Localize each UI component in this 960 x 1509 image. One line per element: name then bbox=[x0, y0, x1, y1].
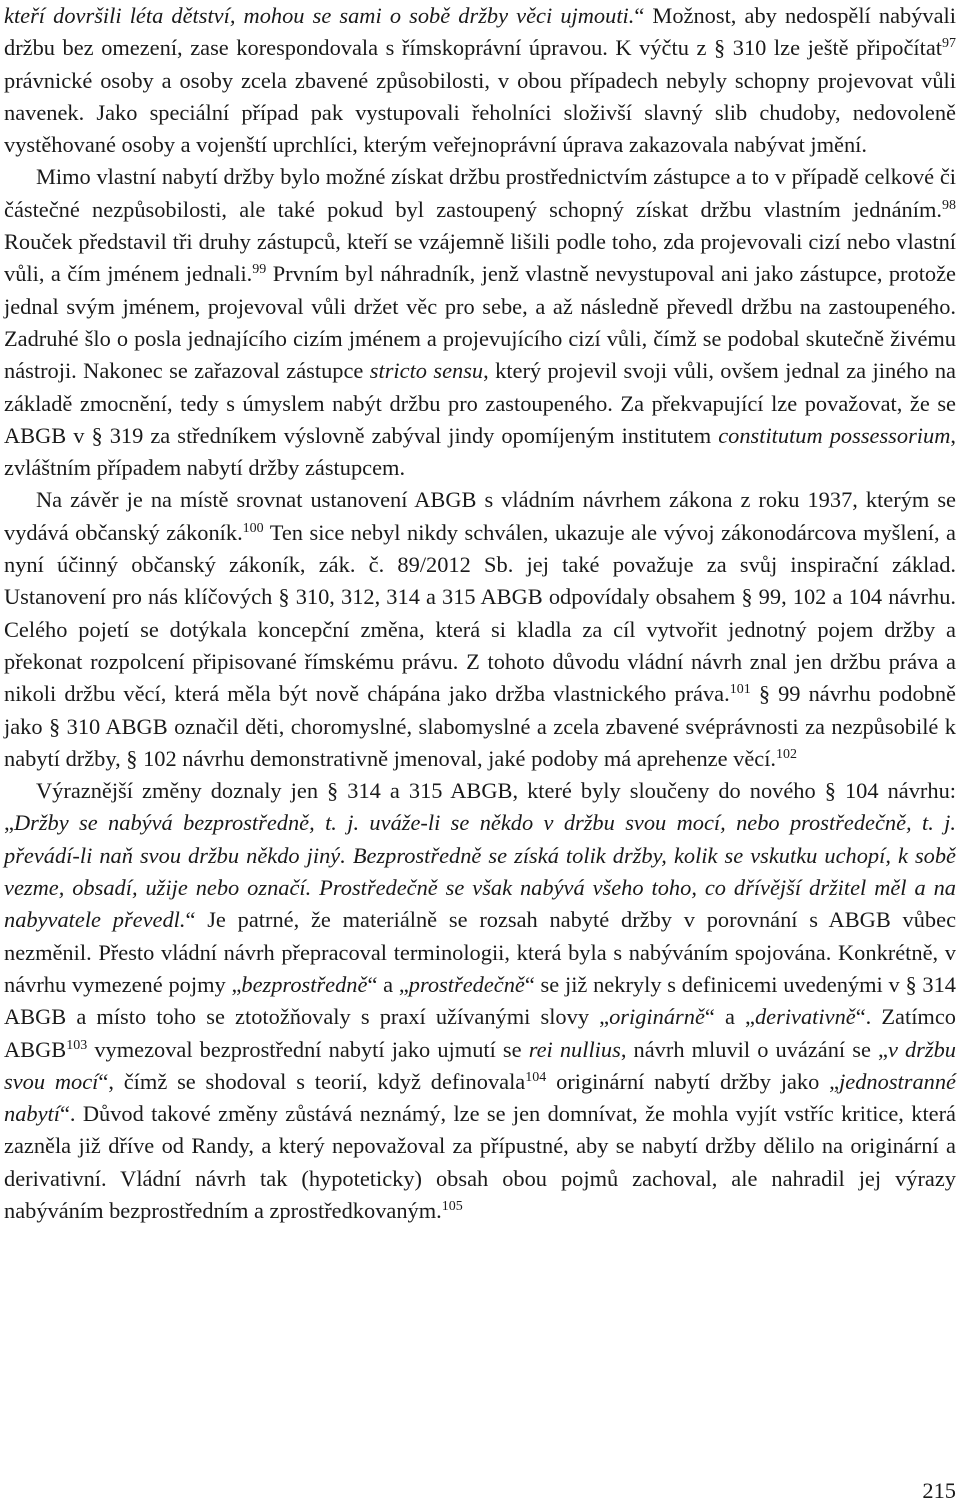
text-run: Ten sice nebyl nikdy schválen, ukazuje ale vývoj zákonodárcova myšlení, a nyní účinný občanský zákoník, zák. č. 89/2012 Sb. jej také považuje za svůj inspirační základ. Ustanovení pro nás klíčových § 310, 312, 314 a 315 ABGB odpovídaly obsahem § 99, 102 a 104 návrhu. Celého pojetí se dotýkala koncepční změna, která si kladla za cíl vytvořit jednotný pojem držby a překonat rozpolcení připisované římskému právu. Z tohoto důvodu vládní návrh znal jen držbu práva a nikoli držbu věcí, která měla být nově chápána jako držba vlastnického práva. bbox=[4, 519, 956, 707]
paragraph bbox=[4, 0, 956, 161]
document-body bbox=[4, 0, 956, 1227]
text-run: “ a „ bbox=[367, 971, 409, 997]
paragraph bbox=[4, 775, 956, 1227]
text-run: “ se již nekryly s definicemi uvedenými v § 314 ABGB a místo toho se ztotožňovaly s praxí užívanými slovy „ bbox=[4, 971, 956, 1030]
footnote-marker: 105 bbox=[441, 1198, 463, 1214]
text-run: “ a „ bbox=[704, 1004, 755, 1030]
text-run: vymezoval bezprostřední nabytí jako ujmutí se bbox=[87, 1036, 529, 1062]
italic-text: prostředečně bbox=[408, 971, 525, 997]
paragraph bbox=[4, 484, 956, 775]
footnote-marker: 100 bbox=[242, 520, 264, 536]
footnote-marker: 102 bbox=[776, 746, 798, 762]
text-run: Výraznější změny doznaly jen § 314 a 315 ABGB, které byly sloučeny do nového § 104 návrhu: „ bbox=[4, 778, 956, 836]
italic-text: bezprostředně bbox=[241, 971, 368, 997]
italic-text: Držby se nabývá bezprostředně, t. j. uváže-li se někdo v držbu svou mocí, nebo prostředečně, t. j. převádí-li naň svou držbu někdo jiný. Bezprostředně se získá tolik držby, kolik se vskutku uchopí, k sobě vezme, obsadí, užije nebo označí. Prostředečně se však nabývá všeho toho, co dřívější držitel měl a na nabyvatele převedl. bbox=[4, 810, 956, 933]
text-run: Rouček představil tři druhy zástupců, kteří se vzájemně lišili podle toho, zda projevovali cizí nebo vlastní vůli, a čím jménem jednali. bbox=[4, 229, 956, 287]
footnote-marker: 99 bbox=[252, 262, 267, 278]
footnote-marker: 97 bbox=[942, 36, 956, 52]
text-run: originární nabytí držby jako „ bbox=[546, 1068, 840, 1094]
page-number: 215 bbox=[922, 1478, 956, 1503]
text-run: “. Důvod takové změny zůstává neznámý, lze se jen domnívat, že mohla vyjít vstříc kritice, která zazněla již dříve od Randy, a který nepovažoval za přípustné, aby se nabytí držby dělilo na originární a derivativní. Vládní návrh tak (hypoteticky) obsah obou pojmů zachoval, ale nahradil jej výrazy nabýváním bezprostředním a zprostředkovaným. bbox=[4, 1101, 956, 1223]
text-run: , zvláštním případem nabytí držby zástupcem. bbox=[4, 422, 956, 481]
italic-text: v držbu svou mocí bbox=[4, 1036, 956, 1094]
text-run: právnické osoby a osoby zcela zbavené způsobilosti, v obou případech nebyly schopny projevovat vůli navenek. Jako speciální případ pak vystupovali řeholníci složivší slavný slib chudoby, nedovoleně vystěhované osoby a vojenští uprchlíci, kterým veřejnoprávní úprava zakazovala nabývat jmění. bbox=[4, 67, 956, 158]
paragraph bbox=[4, 161, 956, 484]
text-run: “ Možnost, aby nedospělí nabývali držbu bez omezení, zase korespondovala s římskoprávní úpravou. K výčtu z § 310 lze ještě připočítat bbox=[4, 3, 956, 61]
text-run: “, čímž se shodoval s teorií, když definovala bbox=[98, 1068, 526, 1094]
text-run: Prvním byl náhradník, jenž vlastně nevystupoval ani jako zástupce, protože jednal svým jménem, projevoval vůli držet věc pro sebe, a až následně převedl držbu na zastoupeného. Zadruhé šlo o posla jednajícího cizím jménem a projevujícího cizí vůli, čímž se podobal skutečně živému nástroji. Nakonec se zařazoval zástupce bbox=[4, 261, 956, 384]
italic-text: constitutum possessorium bbox=[718, 422, 951, 448]
italic-text: rei nullius bbox=[528, 1036, 621, 1062]
italic-text: originárně bbox=[609, 1004, 705, 1030]
footnote-marker: 101 bbox=[729, 682, 751, 698]
italic-text: derivativně bbox=[754, 1004, 856, 1030]
footnote-marker: 104 bbox=[525, 1069, 547, 1085]
text-run: “ Je patrné, že materiálně se rozsah nabyté držby v porovnání s ABGB vůbec nezměnil. Přesto vládní návrh přepracoval terminologii, která byla s nabýváním spojována. Konkrétně, v návrhu vymezené pojmy „ bbox=[4, 907, 957, 997]
text-run: Mimo vlastní nabytí držby bylo možné získat držbu prostřednictvím zástupce a to v případě celkové či částečné nezpůsobilosti, ale také pokud byl zastoupený schopný získat držbu vlastním jednáním. bbox=[4, 164, 956, 222]
text-run: “. Zatímco ABGB bbox=[4, 1004, 956, 1062]
footnote-marker: 103 bbox=[66, 1037, 88, 1053]
text-run: Na závěr je na místě srovnat ustanovení ABGB s vládním návrhem zákona z roku 1937, kterým se vydává občanský zákoník. bbox=[4, 487, 956, 545]
italic-text: jednostranné nabytí bbox=[4, 1068, 956, 1127]
text-run: , návrh mluvil o uvázání se „ bbox=[620, 1036, 888, 1062]
text-run: , který projevil svoji vůli, ovšem jednal za jiného na základě zmocnění, tedy s úmyslem nabýt držbu pro zastoupeného. Za překvapující lze považovat, že se ABGB v § 319 za středníkem výslovně zabýval jindy opomíjeným institutem bbox=[4, 358, 956, 448]
text-run: § 99 návrhu podobně jako § 310 ABGB označil děti, choromyslné, slabomyslné a zcela zbavené svéprávnosti za nezpůsobilé k nabytí držby, § 102 návrhu demonstrativně jmenoval, jaké podoby má aprehenze věcí. bbox=[4, 681, 956, 771]
italic-text: stricto sensu bbox=[369, 358, 484, 384]
footnote-marker: 98 bbox=[942, 197, 956, 213]
italic-text: kteří dovršili léta dětství, mohou se sami o sobě držby věci ujmouti. bbox=[4, 3, 635, 28]
